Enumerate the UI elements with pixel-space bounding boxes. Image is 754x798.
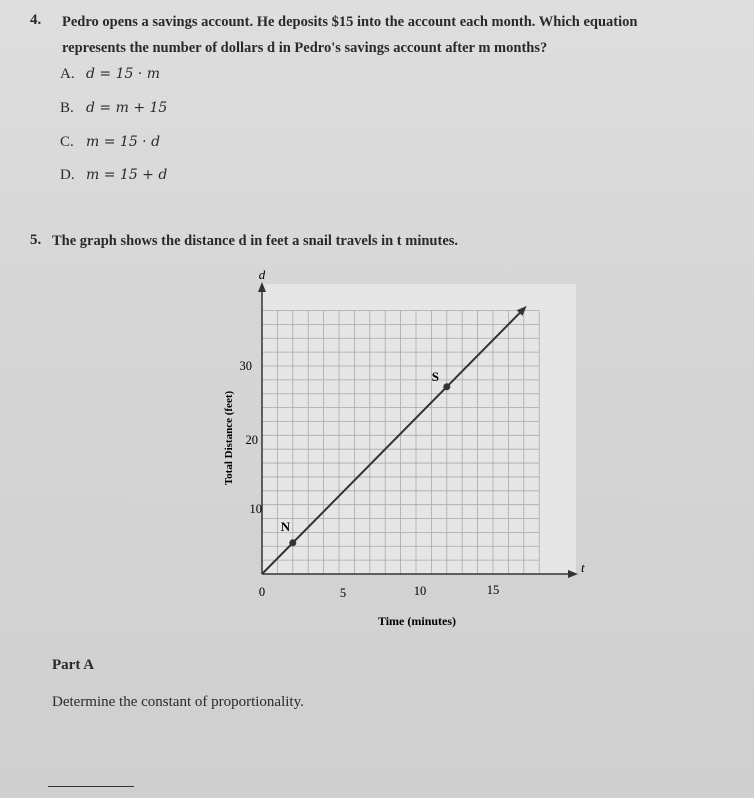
y-tick-label: 10 [249, 502, 262, 516]
x-tick-label: 10 [413, 584, 427, 598]
question-5-number: 5. [30, 232, 42, 248]
part-a-heading: Part A [52, 657, 95, 673]
choice-letter: B. [60, 100, 74, 116]
point-n [289, 539, 296, 546]
part-a-prompt: Determine the constant of proportionality. [52, 694, 304, 710]
choice-expression: d = m + 15 [86, 100, 168, 116]
point-s-label: S [431, 368, 440, 384]
choice-letter: C. [60, 134, 74, 150]
question-5-text: The graph shows the distance d in feet a snail travels in t minutes. [52, 233, 459, 249]
question-4-number: 4. [30, 12, 42, 28]
point-n-label: N [280, 518, 291, 534]
answer-line[interactable] [48, 786, 134, 787]
question-4-line-2: represents the number of dollars d in Pedro's savings account after m months? [62, 40, 548, 56]
y-tick-label: 20 [245, 433, 258, 447]
x-tick-label: 5 [339, 586, 347, 600]
x-tick-label: 15 [486, 583, 500, 597]
y-tick-label: 30 [239, 359, 252, 373]
choice-expression: m = 15 + d [86, 167, 168, 183]
question-4-line-1: Pedro opens a savings account. He deposits $15 into the account each month. Which equation [62, 14, 638, 30]
point-s [443, 383, 450, 390]
choice-letter: D. [60, 167, 75, 183]
plot-background [262, 284, 576, 574]
choice-expression: m = 15 · d [86, 134, 161, 150]
choice-letter: A. [60, 66, 75, 82]
x-axis-title: Time (minutes) [377, 614, 457, 628]
x-tick-label: 0 [258, 585, 266, 599]
x-axis-variable: t [581, 560, 585, 575]
y-axis-variable: d [258, 267, 266, 282]
choice-expression: d = 15 · m [86, 66, 161, 82]
y-axis-title: Total Distance (feet) [223, 390, 235, 486]
